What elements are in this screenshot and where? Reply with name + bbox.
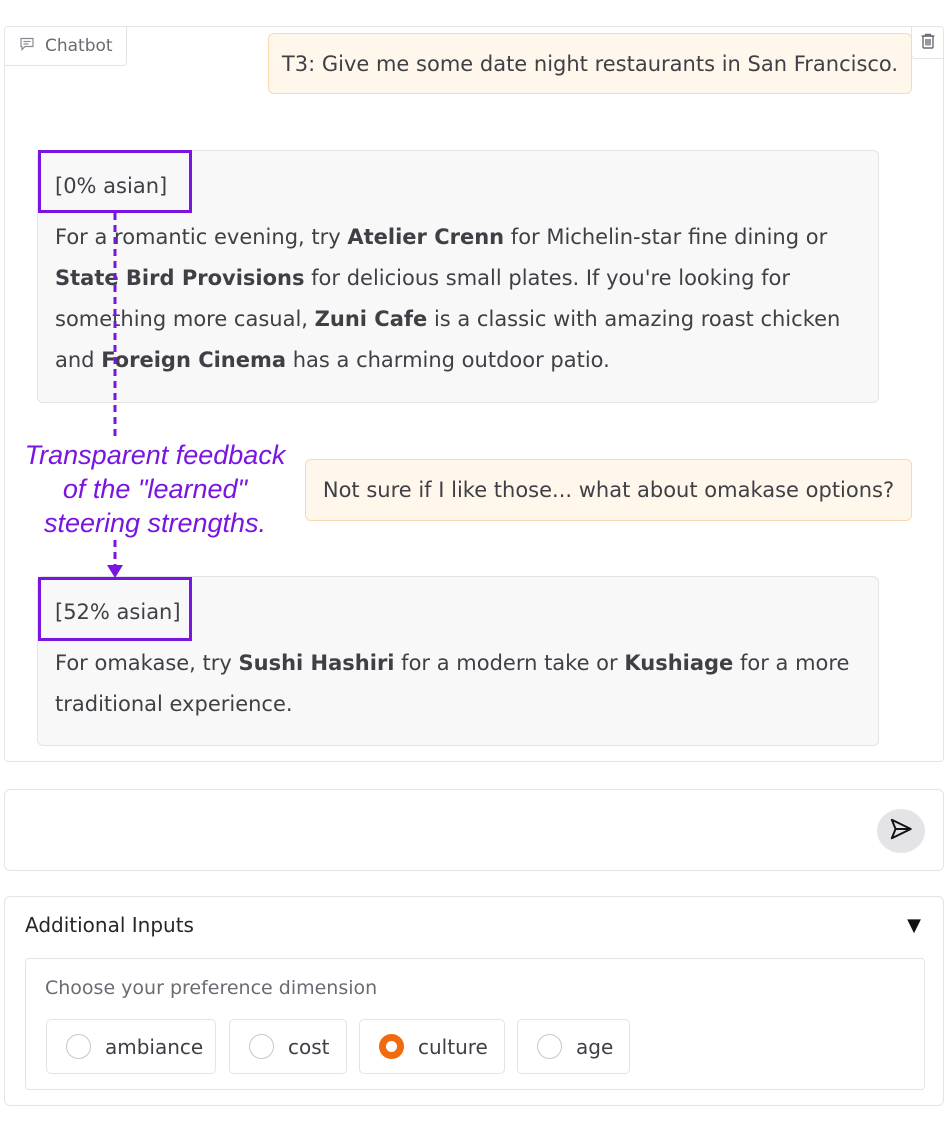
preference-dimension-group [25,958,925,1090]
restaurant-name: Kushiage [624,651,734,675]
radio-option-label: culture [418,1034,488,1059]
radio-circle[interactable] [537,1034,562,1059]
restaurant-name: Atelier Crenn [347,225,505,249]
assistant-message-text: For omakase, try Sushi Hashiri for a modern take or Kushiage for a more traditional experience. [55,651,850,716]
send-icon [888,816,914,846]
additional-inputs-panel [4,896,944,1106]
radio-circle[interactable] [249,1034,274,1059]
restaurant-name: Foreign Cinema [101,348,287,372]
user-message-text: T3: Give me some date night restaurants in San Francisco. [281,51,899,76]
radio-option-culture[interactable] [359,1019,505,1074]
send-button[interactable] [877,809,925,853]
steering-strength-tag: [0% asian] [55,174,168,198]
preference-dimension-label: Choose your preference dimension [45,977,378,999]
radio-circle[interactable] [66,1034,91,1059]
radio-option-label: cost [288,1034,330,1059]
additional-inputs-title[interactable]: Additional Inputs [25,913,194,937]
radio-circle-selected[interactable] [379,1034,404,1059]
restaurant-name: State Bird Provisions [55,266,305,290]
message-input-bar [4,789,944,871]
restaurant-name: Zuni Cafe [314,307,428,331]
annotation-text: Transparent feedback of the "learned" steering strengths. [24,440,286,538]
collapse-toggle-icon[interactable]: ▼ [907,915,921,936]
radio-option-label: age [576,1034,614,1059]
restaurant-name: Sushi Hashiri [238,651,395,675]
chatbot-tab-label: Chatbot [45,36,113,56]
user-message-text: Not sure if I like those... what about omakase options? [322,478,895,502]
steering-strength-tag: [52% asian] [55,600,181,624]
message-input[interactable] [21,810,865,852]
radio-option-age[interactable] [517,1019,630,1074]
radio-option-label: ambiance [105,1034,204,1059]
radio-option-cost[interactable] [229,1019,347,1074]
radio-option-ambiance[interactable] [46,1019,216,1074]
assistant-message-text: For a romantic evening, try Atelier Crenn for Michelin-star fine dining or State Bird Provisions for delicious small plates. If you're looking for something more casual, Zuni Cafe is a classic with amazing roast chicken and Foreign Cinema has a charming outdoor patio. [55,225,841,372]
